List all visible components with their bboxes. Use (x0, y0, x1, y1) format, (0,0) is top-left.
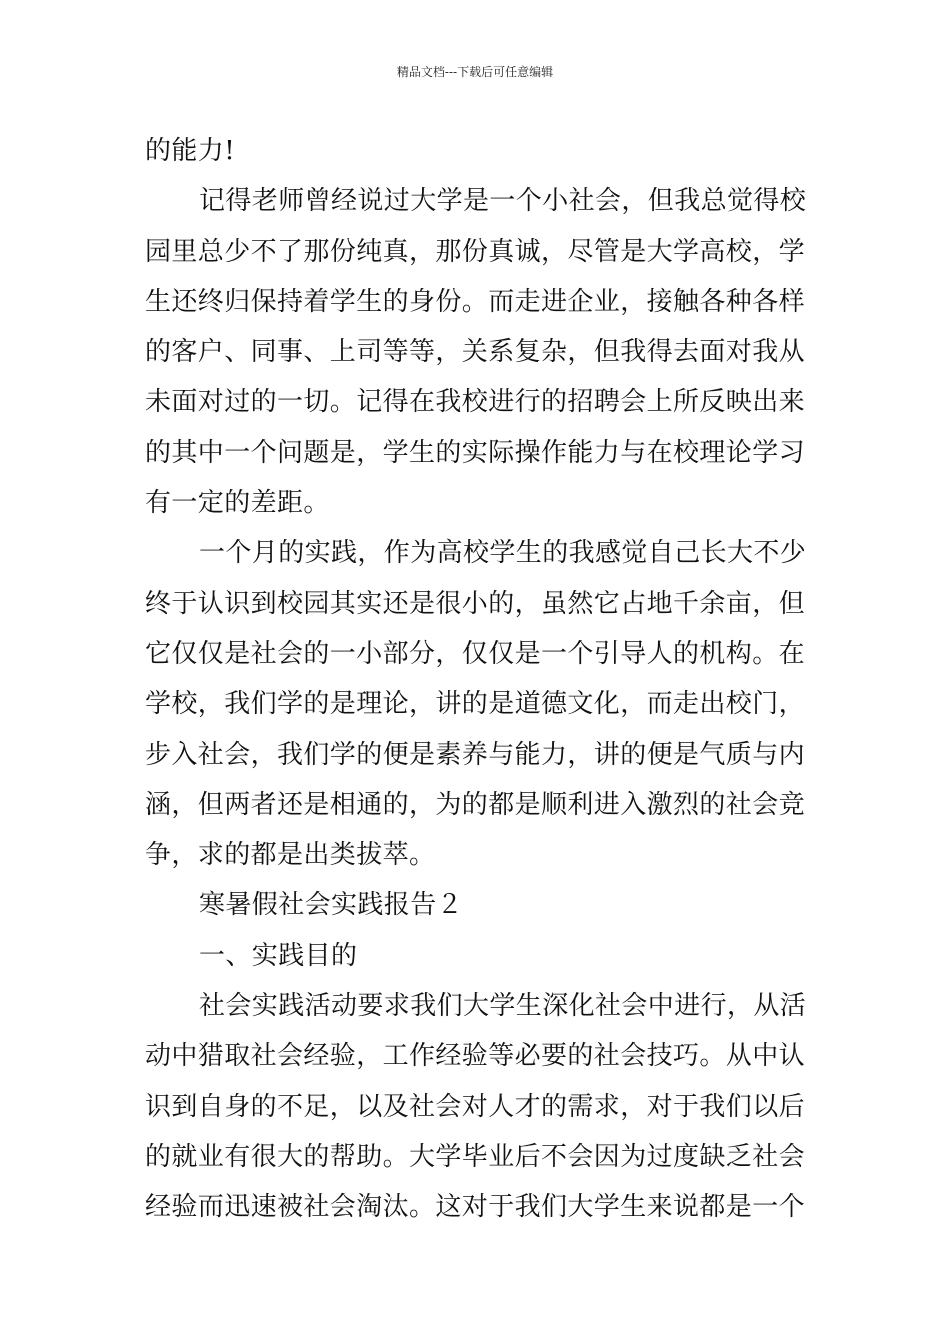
paragraph-start-line: 记得老师曾经说过大学是一个小社会，但我总觉得校 (199, 186, 807, 217)
text-line: 争，求的都是出类拔萃。 (145, 840, 436, 871)
text-line: 涵，但两者还是相通的，为的都是顺利进入激烈的社会竞 (145, 789, 806, 820)
text-line: 未面对过的一切。记得在我校进行的招聘会上所反映出来 (145, 387, 806, 418)
text-line: 的能力! (145, 136, 236, 166)
text-line: 有一定的差距。 (145, 488, 330, 519)
text-line: 生还终归保持着学生的身份。而走进企业，接触各种各样 (145, 286, 806, 317)
text-line: 的客户、同事、上司等等，关系复杂，但我得去面对我从 (145, 337, 806, 368)
text-line: 的其中一个问题是，学生的实际操作能力与在校理论学习 (145, 437, 806, 468)
text-line: 的就业有很大的帮助。大学毕业后不会因为过度缺乏社会 (145, 1141, 806, 1172)
text-line: 动中猎取社会经验，工作经验等必要的社会技巧。从中认 (145, 1041, 806, 1072)
text-line: 经验而迅速被社会淘汰。这对于我们大学生来说都是一个 (145, 1192, 806, 1223)
section-title: 寒暑假社会实践报告２ (199, 890, 464, 921)
document-body (145, 126, 805, 1233)
page-header: 精品文档---下载后可任意编辑 (396, 65, 554, 79)
text-line: 终于认识到校园其实还是很小的，虽然它占地千余亩，但 (145, 588, 806, 619)
paragraph-start-line: 社会实践活动要求我们大学生深化社会中进行，从活 (199, 991, 807, 1022)
text-line: 园里总少不了那份纯真，那份真诚，尽管是大学高校，学 (145, 236, 806, 267)
paragraph-start-line: 一个月的实践，作为高校学生的我感觉自己长大不少 (199, 538, 807, 569)
section-heading: 一、实践目的 (199, 940, 358, 971)
text-line: 步入社会，我们学的便是素养与能力，讲的便是气质与内 (145, 739, 806, 770)
text-line: 识到自身的不足，以及社会对人才的需求，对于我们以后 (145, 1091, 806, 1122)
text-line: 学校，我们学的是理论，讲的是道德文化，而走出校门， (145, 689, 806, 720)
text-line: 它仅仅是社会的一小部分，仅仅是一个引导人的机构。在 (145, 638, 806, 669)
